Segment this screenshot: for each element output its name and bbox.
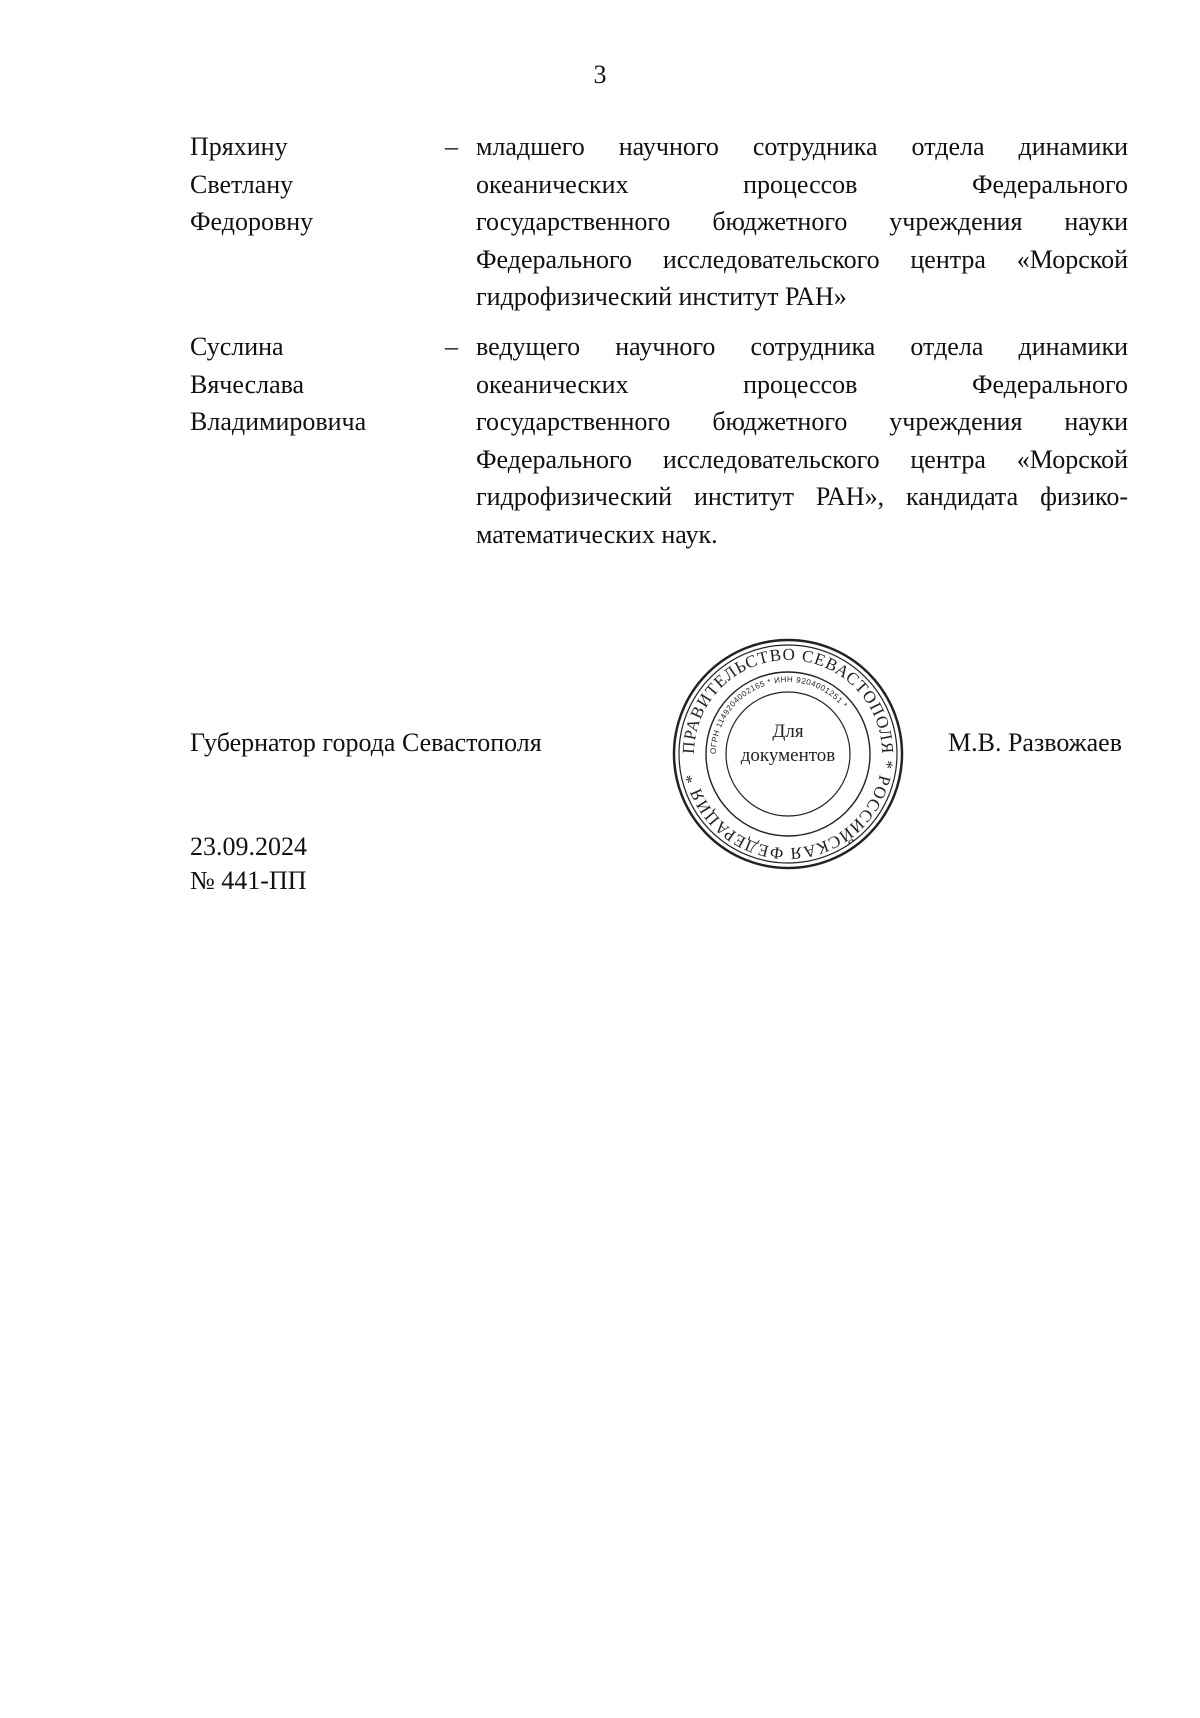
- appointee-description: [476, 128, 1128, 316]
- page-number: 3: [593, 60, 607, 89]
- description-line: государственного бюджетного учреждения науки: [476, 407, 1128, 436]
- appointee-description: [476, 328, 1128, 553]
- name-line: Федоровну: [190, 207, 314, 236]
- description-line: Федерального исследовательского центра «Морской: [476, 444, 1128, 474]
- description-line: математических наук.: [476, 519, 718, 549]
- dash-separator: –: [445, 132, 458, 161]
- signer-name: М.В. Развожаев: [948, 728, 1123, 757]
- name-line: Вячеслава: [190, 369, 305, 399]
- name-line: Суслина: [190, 332, 284, 361]
- document-details: [190, 830, 307, 898]
- description-line: океанических процессов Федерального: [476, 169, 1128, 199]
- name-line: Светлану: [190, 169, 294, 199]
- description-line: младшего научного сотрудника отдела динамики: [476, 132, 1128, 161]
- document-number: № 441-ПП: [190, 866, 307, 895]
- description-line: гидрофизический институт РАН»: [476, 282, 847, 311]
- name-line: Владимировича: [190, 407, 367, 436]
- seal-inner-text: ОГРН 1149204002165 * ИНН 9204001251 *: [708, 674, 850, 755]
- appointee-name: [190, 328, 430, 441]
- dash-separator: –: [445, 332, 458, 361]
- official-seal: [670, 636, 906, 872]
- seal-center: [670, 720, 906, 768]
- appointee-name: [190, 128, 430, 241]
- document-date: 23.09.2024: [190, 832, 307, 861]
- signer-position: Губернатор города Севастополя: [190, 728, 542, 757]
- description-line: государственного бюджетного учреждения науки: [476, 207, 1128, 236]
- seal-outer-text: ПРАВИТЕЛЬСТВО СЕВАСТОПОЛЯ * РОССИЙСКАЯ ФЕДЕРАЦИЯ *: [678, 644, 898, 864]
- name-line: Пряхину: [190, 132, 288, 161]
- seal-center-line: Для: [772, 721, 804, 742]
- description-line: Федерального исследовательского центра «Морской: [476, 244, 1128, 274]
- description-line: гидрофизический институт РАН», кандидата физико-: [476, 482, 1128, 511]
- description-line: океанических процессов Федерального: [476, 369, 1128, 399]
- description-line: ведущего научного сотрудника отдела динамики: [476, 332, 1128, 361]
- seal-center-line: документов: [740, 745, 836, 766]
